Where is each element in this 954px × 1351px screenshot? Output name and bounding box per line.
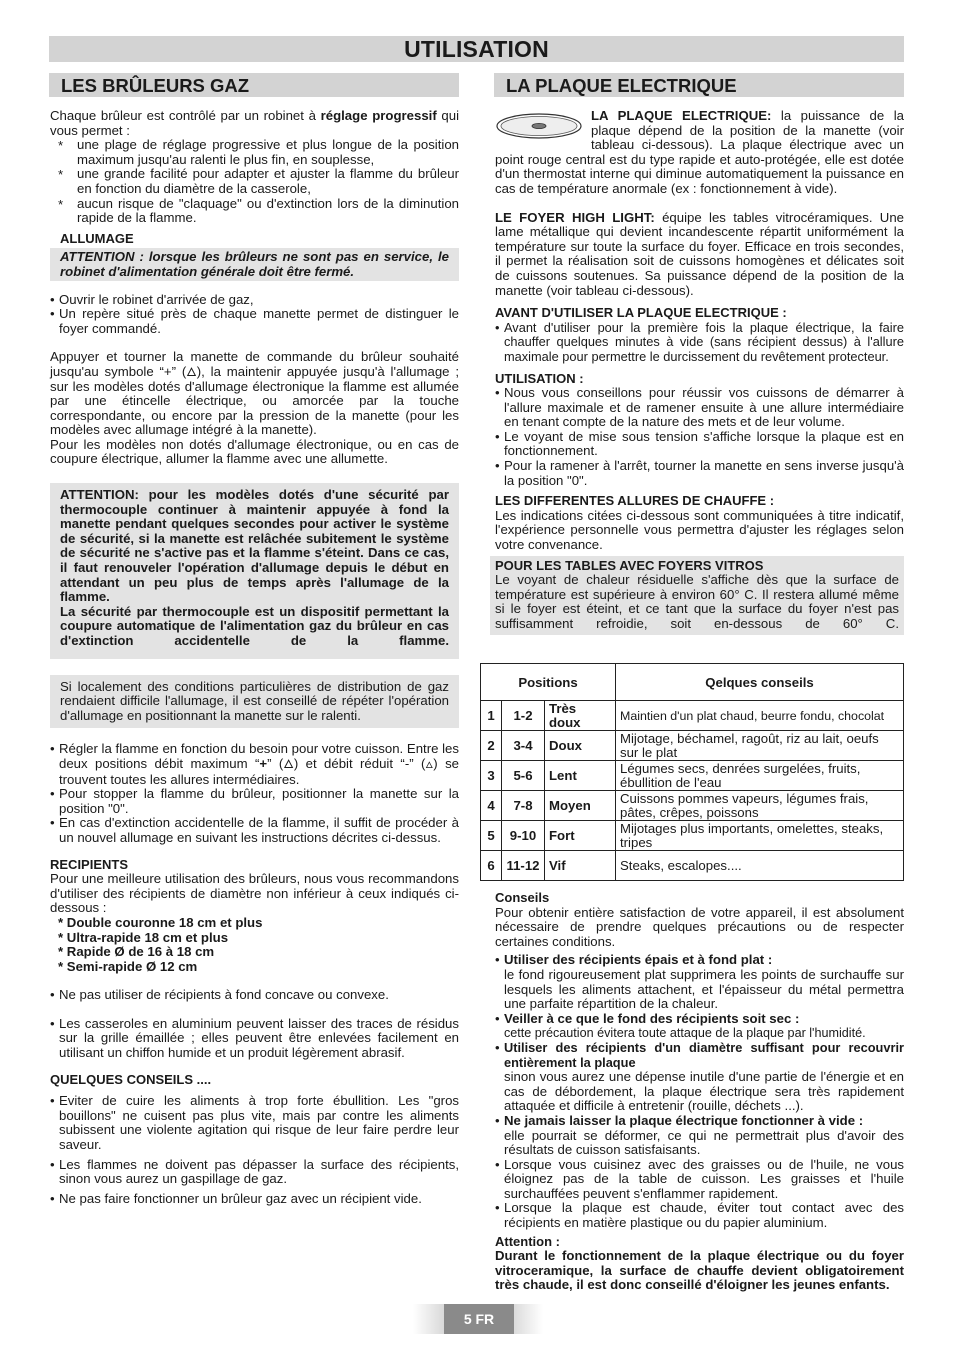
vitros-heading: POUR LES TABLES AVEC FOYERS VITROS [495,557,764,573]
recipients-heading: RECIPIENTS [50,856,129,872]
table-cell: 3 [481,761,502,791]
allumage-list [50,293,459,337]
list-item: • Le voyant de mise sous tension s'affiche lorsque la plaque est en fonctionnement. [495,430,904,459]
list-item: • Avant d'utiliser pour la première fois la plaque électrique, la faire chauffer quelques minutes à vide (sans récipient dessus) à l'allure maximale pour permettre le durcissement du revêtement protecteur. [495,321,904,365]
table-header: Positions [481,664,616,701]
table-row [481,701,904,731]
table-cell: Vif [545,851,616,881]
table-cell: Mijotages plus importants, omelettes, steaks, tripes [616,821,904,851]
table-cell: 4 [481,791,502,821]
table-cell: Lent [545,761,616,791]
list-item: • Les flammes ne doivent pas dépasser la surface des récipients, sinon vous aurez un gaspillage de gaz. [50,1158,459,1187]
list-item: • Régler la flamme en fonction du besoin pour votre cuisson. Entre les deux positions débit maximum “+” (🜂) et débit réduit “-” (🜂) se trouvent toutes les allures intermédiaires. [50,742,459,787]
allumage-paragraph: Appuyer et tourner la manette de commande du brûleur souhaité jusqu'au symbole “+” (🜂), la maintenir appuyée jusqu'à l'allumage ; sur les modèles dotés d'allumage électronique la flamme est allumée par une étincelle électrique, ou amorcée par la touche correspondante, ou encore par la pression de la manette (pour les modèles avec allumage intégré à la manette). [50,349,460,438]
conseils-list [50,1094,459,1206]
table-cell: 11-12 [502,851,545,881]
allumage-attention-box: ATTENTION : lorsque les brûleurs ne sont pas en service, le robinet d'alimentation générale doit être fermé. [50,248,459,280]
positions-table [480,663,904,881]
attention-paragraph: Durant le fonctionnement de la plaque électrique ou du foyer vitroceramique, la surface de chauffe devient obligatoirement très chaude, il est donc conseillé d'éloigner les jeunes enfants. [495,1248,904,1293]
allures-heading: LES DIFFERENTES ALLURES DE CHAUFFE : [495,493,775,509]
list-item: • Nous vous conseillons pour réussir vos cuissons de démarrer à l'allure maximale et de ramener ensuite à une allure intermédiaire en tenant compte de la nature des mets et de leur volume. [495,386,904,430]
table-cell: Mijotage, béchamel, ragoût, riz au lait, oeufs sur le plat [616,731,904,761]
table-cell: Légumes secs, denrées surgelées, fruits, ébullition de l'eau [616,761,904,791]
ralenti-box: Si localement des conditions particulières de distribution de gaz rendaient difficile l'allumage, il est conseillé de répéter l'opération d'allumage en positionnant la manette sur le ralenti. [50,675,459,729]
list-item: * aucun risque de "claquage" ou d'extinction lors de la diminution rapide de la flamme. [50,197,459,226]
conseils-heading: Conseils [495,890,550,905]
right-column [495,109,904,635]
recipients-paragraph: Pour une meilleure utilisation des brûleurs, nous vous recommandons d'utiliser des récipients de diamètre non inférieur à ceux indiqués ci-dessous : [50,871,459,916]
table-cell: Très doux [545,701,616,731]
conseils-section [495,891,904,1293]
list-item: • Ne pas utiliser de récipients à fond concave ou convexe. [50,988,459,1003]
utilisation-list [495,386,904,488]
table-row [481,761,904,791]
list-item: • Pour stopper la flamme du brûleur, positionner la manette sur la position "0". [50,787,459,816]
table-row [481,821,904,851]
list-item: • Pour la ramener à l'arrêt, tourner la manette en sens inverse jusqu'à la position "0". [495,459,904,488]
table-cell: 7-8 [502,791,545,821]
list-item: • Utiliser des récipients épais et à fond plat : le fond rigoureusement plat supprimera les points de surchauffe sur lesquels les aliments attachent, et l'épaisseur du métal permettra une parfaite répartition de la chaleur. [495,953,904,1011]
allumage-heading: ALLUMAGE [60,230,134,246]
conseils-paragraph: Pour obtenir entière satisfaction de votre appareil, il est absolument nécessaire de prendre quelques précautions ou de respecter certaines conditions. [495,904,904,949]
flame-large-icon: 🜂 [186,364,197,379]
table-cell: 1-2 [502,701,545,731]
thermocouple-box [50,483,459,659]
left-column [50,109,459,1206]
table-header: Qelques conseils [616,664,904,701]
list-item: • Ne pas faire fonctionner un brûleur gaz avec un récipient vide. [50,1192,459,1207]
list-item: • Lorsque vous cuisinez avec des graisses ou de l'huile, ne vous éloignez pas de la table de cuisson. Les graisses et l'huile surchauffées peuvent s'enflammer rapidement. [495,1158,904,1202]
vitros-box [490,556,904,635]
table-cell: 6 [481,851,502,881]
list-item: • Ne jamais laisser la plaque électrique fonctionner à vide : elle pourrait se déformer, ce qui ne permettrait plus d'avoir des résultats de cuisson satisfaisants. [495,1114,904,1158]
section-title-plaque: LA PLAQUE ELECTRIQUE [494,73,904,97]
list-item: • Utiliser des récipients d'un diamètre suffisant pour recouvrir entièrement la plaque sinon vous aurez une dépense inutile d'une partie de l'énergie et en cas de débordement, la plaque électrique sera très rapidement attaquée et difficile à entretenir (rouille, déchets ...). [495,1041,904,1114]
list-item: * une plage de réglage progressive et plus longue de la position maximum jusqu'au ralenti le plus fin, en souplesse, [50,138,459,167]
list-item: • Eviter de cuire les aliments à trop forte ébullition. Les "gros bouillons" ne cuisent pas plus vite, mais par contre les aliments subissent une violente agitation qui risque de leur faire perdre leur saveur. [50,1094,459,1152]
recipients-list [50,988,459,1060]
avant-list [495,321,904,365]
table-cell: Fort [545,821,616,851]
recipients-sizes [50,916,459,974]
table-cell: 5 [481,821,502,851]
list-item: * Rapide Ø de 16 à 18 cm [58,944,215,960]
thermocouple-text: ATTENTION: pour les modèles dotés d'une sécurité par thermocouple continuer à maintenir appuyée à fond la manette pendant quelques secondes pour activer le système de sécurité, si la manette est relâchée subitement le système de sécurité ne s'active pas et la flamme s'éteint. Dans ce cas, il faut renouveler l'opération d'allumage depuis le début en attendant un peu plus de temps après l'allumage de la flamme. [60,487,449,605]
intro-list [50,138,459,226]
page-number: 5 FR [444,1304,514,1334]
plaque-paragraph: LA PLAQUE ELECTRIQUE: la puissance de la plaque dépend de la position de la manette (voir tableau ci-dessous). La plaque électrique avec un point rouge central est du type rapide et auto-protégée, elle est dotée d'un thermostat interne qui diminue automatiquement la puissance en cas de température anormale (ex : fonctionnement à vide). [495,108,904,196]
intro-paragraph: Chaque brûleur est contrôlé par un robinet à réglage progressif qui vous permet : [50,108,460,138]
list-item: * Double couronne 18 cm et plus [58,914,263,930]
allures-paragraph: Les indications citées ci-dessous sont communiquées à titre indicatif, l'expérience personnelle vous permettra d'ajuster les réglages selon votre convenance. [495,507,904,553]
table-cell: Maintien d'un plat chaud, beurre fondu, chocolat [616,701,904,731]
table-row [481,791,904,821]
list-item: • Lorsque la plaque est chaude, éviter tout contact avec des récipients en matière plastique ou du papier aluminium. [495,1201,904,1230]
flame-large-icon: 🜂 [283,756,294,771]
flame-list [50,742,459,845]
list-item: • Veiller à ce que le fond des récipients soit sec : cette précaution évitera toute attaque de la plaque par l'humidité. [495,1012,904,1041]
list-item: • Les casseroles en aluminium peuvent laisser des traces de résidus sur la grille émaillée ; elles peuvent être enlevées facilement en utilisant un chiffon humide et un produit légèrement abrasif. [50,1017,459,1061]
conseils-heading: QUELQUES CONSEILS .... [50,1071,212,1087]
table-cell: 2 [481,731,502,761]
list-item: * Ultra-rapide 18 cm et plus [58,929,229,945]
utilisation-heading: UTILISATION : [495,370,584,386]
list-item: • Un repère situé près de chaque manette permet de distinguer le foyer commandé. [50,307,459,336]
table-row [481,731,904,761]
list-item: * Semi-rapide Ø 12 cm [58,958,198,974]
hotplate-icon [495,112,583,144]
section-title-bruleurs: LES BRÛLEURS GAZ [49,73,459,97]
table-cell: Cuissons pommes vapeurs, légumes frais, pâtes, crêpes, poissons [616,791,904,821]
thermocouple-text-2: La sécurité par thermocouple est un dispositif permettant la coupure automatique de l'alimentation gaz du brûleur en cas d'extinction accidentelle de la flamme. [60,603,449,648]
avant-heading: AVANT D'UTILISER LA PLAQUE ELECTRIQUE : [495,305,787,321]
conseils-list [495,953,904,1230]
table-cell: 3-4 [502,731,545,761]
table-cell: 5-6 [502,761,545,791]
table-cell: Steaks, escalopes.... [616,851,904,881]
table-cell: 1 [481,701,502,731]
table-row [481,851,904,881]
table-cell: 9-10 [502,821,545,851]
table-cell: Doux [545,731,616,761]
list-item: * une grande facilité pour adapter et ajuster la flamme du brûleur en fonction du diamètre de la casserole, [50,167,459,196]
highlight-paragraph: LE FOYER HIGH LIGHT: équipe les tables vitrocéramiques. Une lame métallique qui devient incandescente répartit uniformément la température sur toute la surface du foyer. Efficace en trois secondes, il permet la réalisation soit de cuissons homogènes et délicates soit de cuissons soutenues. Sa puissance dépend de la position de la manette (voir tableau ci-dessous). [495,209,905,298]
allumage-paragraph-2: Pour les modèles non dotés d'allumage électronique, ou en cas de coupure électrique, allumer la flamme avec une allumette. [50,436,459,467]
page-title: UTILISATION [49,36,904,62]
list-item: • Ouvrir le robinet d'arrivée de gaz, [50,293,459,308]
flame-small-icon: 🜂 [425,759,434,770]
table-cell: Moyen [545,791,616,821]
vitros-paragraph: Le voyant de chaleur résiduelle s'affiche dès que la surface de température est supérieure à environ 60° C. Il restera allumé même si le foyer est éteint, et ce tant que la surface du foyer n'est pas suffisamment refroidie, soit en-dessous de 60° C. [495,572,899,631]
list-item: • En cas d'extinction accidentelle de la flamme, il suffit de procéder à un nouvel allumage en suivant les instructions décrites ci-dessus. [50,816,459,845]
attention-heading: Attention : [495,1233,560,1249]
